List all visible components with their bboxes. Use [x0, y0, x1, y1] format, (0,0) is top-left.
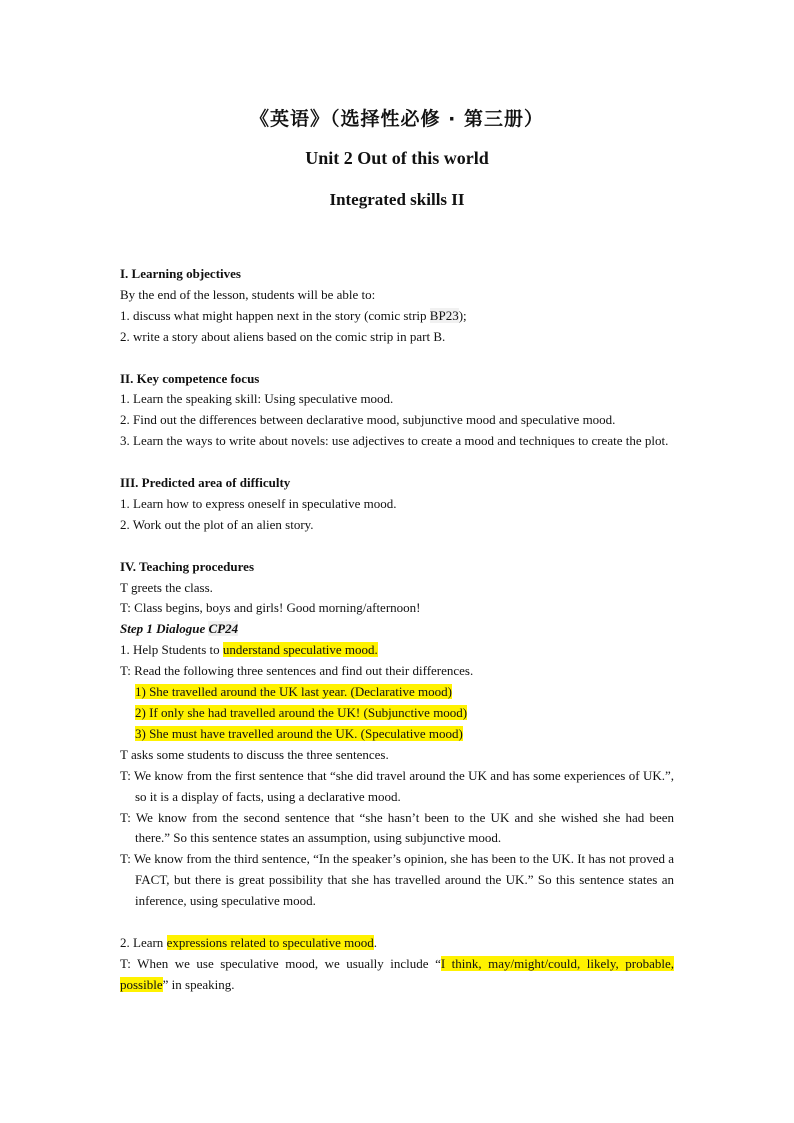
- document-title-chinese: 《英语》（选择性必修 · 第三册）: [250, 108, 544, 130]
- help-students-line: 1. Help Students to understand speculative mood.: [120, 642, 378, 658]
- teacher-explanation-1: T: We know from the first sentence that “she did travel around the UK and has some experiences of UK.”, so it is a display of facts, using a declarative mood.: [120, 767, 674, 804]
- competence-item-3: 3. Learn the ways to write about novels: use adjectives to create a mood and techniques to create the plot.: [120, 433, 669, 449]
- class-begins-line: T: Class begins, boys and girls! Good morning/afternoon!: [120, 600, 421, 616]
- teacher-explanation-3: T: We know from the third sentence, “In the speaker’s opinion, she has been to the UK. It has not proved a FACT, but there is great possibility that she has travelled around the UK.” So this sentence states an inference, using speculative mood.: [120, 851, 674, 909]
- step-1-reference: CP24: [208, 621, 239, 637]
- learn-expressions-line: 2. Learn expressions related to speculative mood.: [120, 934, 378, 950]
- objectives-heading: I. Learning objectives: [120, 266, 241, 281]
- objectives-intro: By the end of the lesson, students will be able to:: [120, 286, 376, 302]
- difficulty-heading: III. Predicted area of difficulty: [120, 475, 291, 491]
- step-1-heading: Step 1 Dialogue CP24: [120, 621, 239, 637]
- difficulty-item-2: 2. Work out the plot of an alien story.: [120, 516, 314, 532]
- example-sentence-2: 2) If only she had travelled around the UK! (Subjunctive mood): [135, 704, 468, 720]
- lesson-title: Integrated skills II: [329, 190, 465, 209]
- competence-item-2: 2. Find out the differences between declarative mood, subjunctive mood and speculative mood.: [120, 412, 616, 428]
- read-instruction: T: Read the following three sentences and find out their differences.: [120, 663, 474, 679]
- procedures-heading: IV. Teaching procedures: [120, 558, 255, 574]
- ask-students-line: T asks some students to discuss the three sentences.: [120, 746, 389, 762]
- example-sentence-1: 1) She travelled around the UK last year. (Declarative mood): [135, 684, 452, 700]
- document-body: [120, 264, 674, 996]
- teacher-explanation-2: T: We know from the second sentence that “she hasn’t been to the UK and she wished she had been there.” So this sentence states an assumption, using subjunctive mood.: [120, 809, 674, 846]
- teacher-explanation-4: T: When we use speculative mood, we usually include “I think, may/might/could, likely, probable, possible” in speaking.: [120, 955, 674, 992]
- competence-heading: II. Key competence focus: [120, 370, 260, 386]
- difficulty-item-1: 1. Learn how to express oneself in speculative mood.: [120, 495, 397, 511]
- competence-item-1: 1. Learn the speaking skill: Using speculative mood.: [120, 391, 394, 407]
- teacher-greeting: T greets the class.: [120, 579, 213, 595]
- example-sentence-3: 3) She must have travelled around the UK. (Speculative mood): [135, 725, 463, 741]
- objectives-item-1: 1. discuss what might happen next in the story (comic strip BP23);: [120, 307, 467, 323]
- objectives-item-2: 2. write a story about aliens based on the comic strip in part B.: [120, 328, 446, 344]
- comic-strip-reference: BP23: [429, 307, 459, 323]
- highlight-understand: understand speculative mood.: [222, 642, 378, 658]
- highlight-speculative-words: I think, may/might/could, likely, probable, possible: [120, 955, 674, 992]
- unit-title: Unit 2 Out of this world: [305, 148, 489, 168]
- highlight-expressions: expressions related to speculative mood: [166, 934, 374, 950]
